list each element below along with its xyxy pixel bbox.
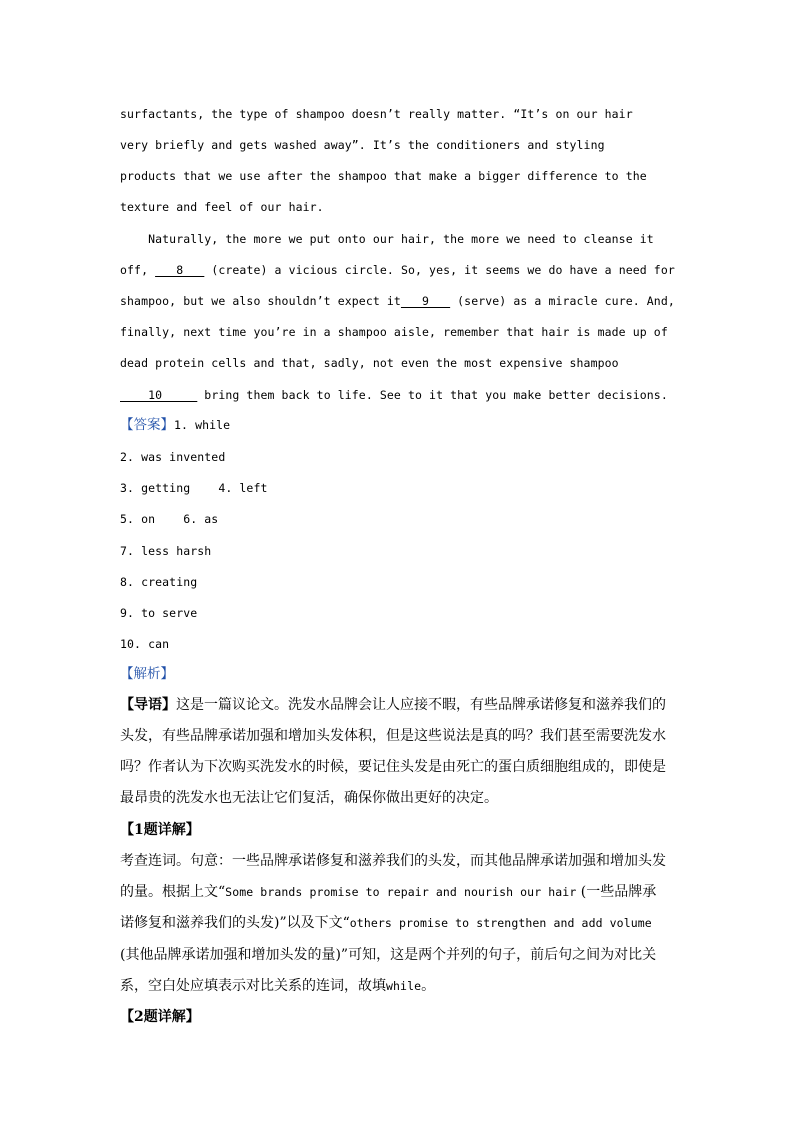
q1-text: (一些品牌承 — [576, 884, 657, 900]
passage-text: off, — [120, 263, 156, 277]
intro-line: 头发，有些品牌承诺加强和增加头发体积，但是这些说法是真的吗？我们甚至需要洗发水 — [120, 728, 666, 744]
q1-answer: while — [386, 979, 422, 993]
answer-8: 8. creating — [120, 575, 198, 589]
intro-line: 最昂贵的洗发水也无法让它们复活，确保你做出更好的决定。 — [120, 790, 498, 806]
passage-line: surfactants, the type of shampoo doesn’t really matter. “It’s on our hair — [120, 107, 633, 121]
answer-line — [120, 414, 230, 435]
passage-line: products that we use after the shampoo that make a bigger difference to the — [120, 169, 647, 183]
blank-9: ___9___ — [400, 294, 451, 308]
answer-tag: 【答案】 — [120, 417, 174, 433]
passage-line — [120, 291, 675, 311]
answer-9: 9. to serve — [120, 606, 198, 620]
q1-line — [120, 882, 656, 902]
q1-text: 系，空白处应填表示对比关系的连词，故填 — [120, 978, 386, 994]
analysis-tag: 【解析】 — [120, 666, 174, 682]
passage-line: Naturally, the more we put onto our hair, the more we need to cleanse it — [120, 232, 654, 246]
answer-2: 2. was invented — [120, 450, 226, 464]
passage-line: texture and feel of our hair. — [120, 200, 324, 214]
q1-text: 诺修复和滋养我们的头发)”以及下文“ — [120, 915, 350, 931]
blank-8: ___8___ — [155, 263, 205, 277]
intro-text: 这是一篇议论文。洗发水品牌会让人应接不暇，有些品牌承诺修复和滋养我们的 — [176, 697, 666, 713]
q1-line — [120, 976, 435, 996]
q1-quote: others promise to strengthen and add volume — [349, 916, 652, 930]
passage-text: (create) a vicious circle. So, yes, it seems we do have a need for — [204, 263, 675, 277]
q1-line: (其他品牌承诺加强和增加头发的量)”可知，这是两个并列的句子，前后句之间为对比关 — [120, 947, 657, 963]
q1-text: 的量。根据上文“ — [120, 884, 226, 900]
answer-5-6: 5. on 6. as — [120, 512, 219, 526]
q1-line: 考查连词。句意：一些品牌承诺修复和滋养我们的头发，而其他品牌承诺加强和增加头发 — [120, 853, 666, 869]
question-2-heading: 【2题详解】 — [120, 1009, 200, 1025]
q1-text: 。 — [421, 978, 436, 994]
passage-line: dead protein cells and that, sadly, not even the most expensive shampoo — [120, 356, 619, 370]
passage-line — [120, 385, 668, 405]
passage-text: bring them back to life. See to it that you make better decisions. — [197, 388, 668, 402]
answer-10: 10. can — [120, 637, 170, 651]
intro-line: 吗？作者认为下次购买洗发水的时候，要记住头发是由死亡的蛋白质细胞组成的，即使是 — [120, 759, 666, 775]
answer-3-4: 3. getting 4. left — [120, 481, 268, 495]
answer-7: 7. less harsh — [120, 544, 212, 558]
question-1-heading: 【1题详解】 — [120, 822, 200, 838]
passage-line — [120, 260, 675, 280]
passage-text: (serve) as a miracle cure. And, — [450, 294, 675, 308]
answer-1: 1. while — [174, 418, 231, 432]
blank-10: ____10_____ — [120, 388, 198, 402]
passage-text: shampoo, but we also shouldn’t expect it — [120, 294, 401, 308]
passage-line: finally, next time you’re in a shampoo aisle, remember that hair is made up of — [120, 325, 668, 339]
intro-line — [120, 695, 666, 715]
passage-line: very briefly and gets washed away”. It’s the conditioners and styling — [120, 138, 605, 152]
intro-tag: 【导语】 — [120, 697, 176, 713]
q1-line — [120, 913, 652, 933]
q1-quote: Some brands promise to repair and nourish our hair — [225, 885, 577, 899]
